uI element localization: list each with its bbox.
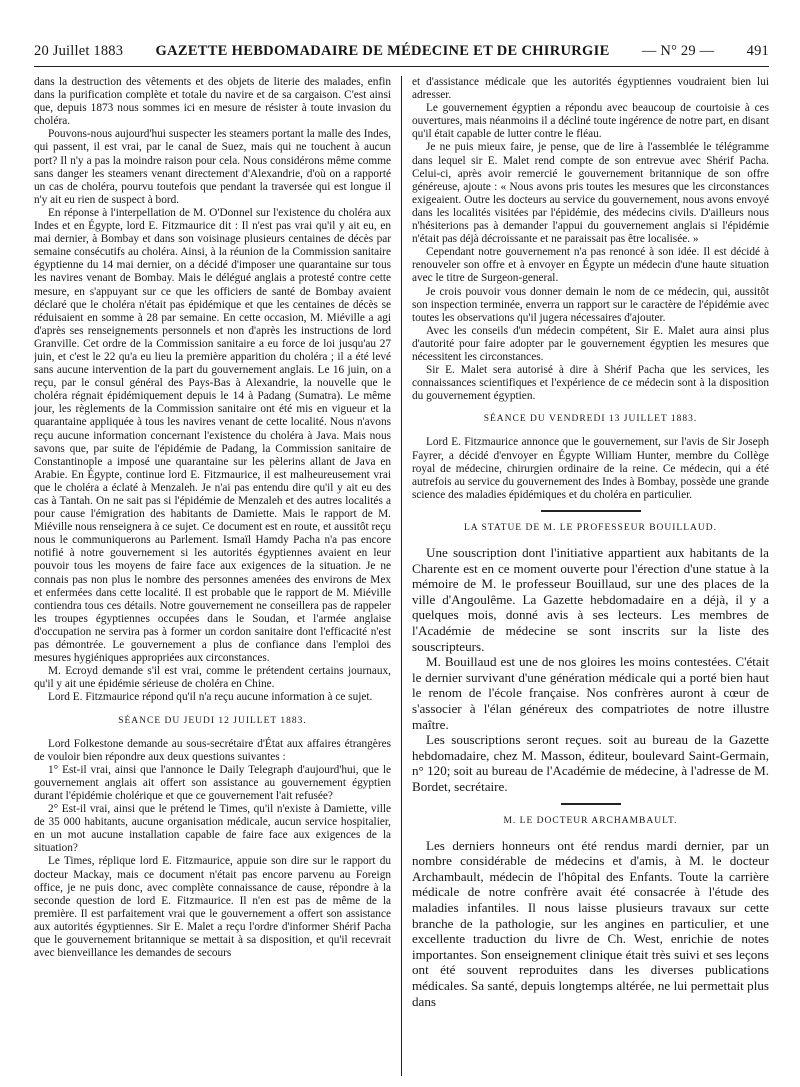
section-heading: M. LE DOCTEUR ARCHAMBAULT. [503, 815, 678, 826]
issue-date: 20 Juillet 1883 [34, 42, 124, 59]
paragraph: M. Ecroyd demande s'il est vrai, comme le prétendent certains journaux, qu'il y ait une épidémie sérieuse de choléra en Chine. [34, 665, 391, 691]
paragraph: Je crois pouvoir vous donner demain le nom de ce médecin, qui, aussitôt son inspection terminée, enverra un rapport sur le caractère de l'épidémie avec toutes les observations qu'il jugera nécessaires d'ajouter. [412, 285, 769, 324]
paragraph: Avec les conseils d'un médecin compétent, Sir E. Malet aura ainsi plus d'autorité pour faire adopter par le gouvernement égyptien les mesures que nécessitent les circonstances. [412, 324, 769, 363]
paragraph: 1° Est-il vrai, ainsi que l'annonce le Daily Telegraph d'aujourd'hui, que le gouvernement anglais ait offert son assistance au gouvernement égyptien durant l'épidémie cholérique et que ce gouvernement l'ait refusée? [34, 763, 391, 802]
section-separator [561, 803, 621, 805]
right-column [412, 76, 769, 1076]
paragraph: Sir E. Malet sera autorisé à dire à Shérif Pacha que les services, les connaissances scientifiques et l'expérience de ce médecin sont à la disposition du gouvernement égyptien. [412, 364, 769, 403]
left-column [34, 76, 391, 1076]
paragraph: Lord Folkestone demande au sous-secrétaire d'État aux affaires étrangères de vouloir bien répondre aux deux questions suivantes : [34, 737, 391, 763]
paragraph: Cependant notre gouvernement n'a pas renoncé à son idée. Il est décidé à renouveler son offre et à envoyer en Égypte un médecin d'une haute situation avec le titre de Surgeon-general. [412, 246, 769, 285]
paragraph: Je ne puis mieux faire, je pense, que de lire à l'assemblée le télégramme dans lequel sir E. Malet rend compte de son entrevue avec Shérif Pacha. Celui-ci, après avoir remercié le gouvernement britannique de son offre généreuse, ajoute : « Nous avons pris toutes les mesures que les circonstances exigeaient. Outre les docteurs au service du gouvernement, nous avons envoyé dans les localités visitées par l'épidémie, des médecins civils. D'ailleurs nous n'hésiterions pas à demander l'appui du gouvernement anglais si l'épidémie n'était pas déjà décroissante et ne paraissait pas être localisée. » [412, 141, 769, 246]
paragraph: En réponse à l'interpellation de M. O'Donnel sur l'existence du choléra aux Indes et en Égypte, lord E. Fitzmaurice dit : Il n'est pas vrai qu'il y ait eu, en mai dernier, à Bombay et dans son voisinage plusieurs centaines de décès par semaine consécutifs au choléra. Ainsi, à la réunion de la Commission sanitaire égyptienne du 14 mai dernier, on a décidé d'imposer une quarantaine sur tous les navires venant de Bombay. Mais le délégué anglais a protesté contre cette mesure, en s'appuyant sur ce que les officiers de santé de Bombay avaient déclaré que le choléra n'était pas épidémique et que les centaines de décès se réduisaient en somme à 28 par semaine. En cette occasion, M. Miéville a agi d'après ses renseignements personnels et non d'après les instructions de lord Granville. Cet ordre de la Commission sanitaire a eu force de loi jusqu'au 27 juin, et c'est le 22 qu'a eu lieu la première apparition du choléra ; il a été levé sans aucune intervention de la part du gouvernement anglais. Le 16 juin, on a reçu, par le consul général des Pays-Bas à Alexandrie, la nouvelle que le choléra régnait épidémiquement depuis le 14 à Padang (Sumatra). Le même jour, les règlements de la Commission sanitaire ont été mis en vigueur et la quarantaine appliquée à tous les navires venant de cette localité. Nous n'avons reçu aucune information concernant l'existence du choléra à Java. Mais nous savons que, par suite de l'épidémie de Padang, la Commission sanitaire de Constantinople a imposé une quarantaine sur les pèlerins allant de Java en Arabie. En Égypte, continue lord E. Fitzmaurice, il est malheureusement vrai que le choléra a éclaté à Menzaleh. Je n'ai pas entendu dire qu'il y ait eu des cas à Tantah. On ne sait pas si l'épidémie de Menzaleh et des autres localités a pour cause l'émigration des habitants de Damiette. Mais le rapport de M. Miéville nous renseignera à ce sujet. Ce document est en route, et aussitôt reçu nous le communiquerons au Parlement. Ismaïl Hamdy Pacha n'a pas encore notifié à notre gouvernement si les autorités égyptiennes avaient en leur pouvoir tous les moyens de faire face aux exigences de la situation. Je ne connais pas non plus le nombre des personnes amenées des environs de Mex et enfermées dans cette localité. Il est probable que le rapport de M. Miéville contiendra tous ces détails. Notre gouvernement ne conseillera pas de rappeler les troupes égyptiennes occupées dans le Soudan, et l'armée anglaise d'occupation ne servira pas à former un cordon sanitaire dont l'efficacité n'est pas démontrée. Le gouvernement a plus de confiance dans l'emploi des mesures hygiéniques appropriées aux circonstances. [34, 206, 391, 665]
paragraph: Pouvons-nous aujourd'hui suspecter les steamers portant la malle des Indes, qui passent, il est vrai, par le canal de Suez, mais qui ne touchent à aucun port? Il n'y a pas la moindre raison pour cela. Nous considérons même comme sans danger les steamers venant directement d'Alexandrie, d'où on a rapporté un cas de choléra, pourvu toutefois que pendant la traversée qui est longue il n'y ait eu rien de suspect à bord. [34, 128, 391, 206]
paragraph: Les derniers honneurs ont été rendus mardi dernier, par un nombre considérable de médecins et d'amis, à M. le docteur Archambault, médecin de l'hôpital des Enfants. Toute la carrière médicale de notre confrère avait été consacrée à l'étude des maladies infantiles. Il nous laisse plusieurs travaux sur cette branche de la pathologie, sur les angines en particulier, et une excellente traduction du livre de Ch. West, enrichie de notes importantes. Son enseignement clinique était très suivi et ses leçons ont été souvent reproduites dans les diverses publications médicales. Sa santé, depuis longtemps altérée, ne lui permettait plus dans [412, 837, 769, 1009]
bouillaud-article [412, 545, 769, 795]
paragraph: 2° Est-il vrai, ainsi que le prétend le Times, qu'il n'existe à Damiette, ville de 35 000 habitants, aucune organisation médicale, aucun service hospitalier, en un mot aucune installation capable de faire face aux exigences de la situation? [34, 803, 391, 855]
paragraph: Lord E. Fitzmaurice annonce que le gouvernement, sur l'avis de Sir Joseph Fayrer, a décidé d'envoyer en Égypte William Hunter, membre du Collège royal de médecine, chirurgien ordinaire de la reine. Ce médecin, qui a été autrefois au service du gouvernement des Indes à Bombay, possède une grande science des maladies épidémiques et du choléra en particulier. [412, 436, 769, 501]
journal-title: GAZETTE HEBDOMADAIRE DE MÉDECINE ET DE CHIRURGIE [155, 42, 610, 59]
paragraph: Le gouvernement égyptien a répondu avec beaucoup de courtoisie à ces ouvertures, mais néanmoins il a décliné toute ingérence de notre part, en disant qu'il était capable de lutter contre le fléau. [412, 102, 769, 141]
section-heading: SÉANCE DU JEUDI 12 JUILLET 1883. [118, 715, 307, 726]
archambault-article [412, 838, 769, 1010]
paragraph: et d'assistance médicale que les autorités égyptiennes voudraient bien lui adresser. [412, 76, 769, 102]
header-rule [34, 66, 769, 67]
paragraph: dans la destruction des vêtements et des objets de literie des malades, enfin dans la purification complète et totale du navire et de sa cargaison. C'est ainsi que, depuis 1873 nous sommes ici en mesure de résister à toute invasion du choléra. [34, 76, 391, 128]
paragraph: Une souscription dont l'initiative appartient aux habitants de la Charente est en ce moment ouverte pour l'érection d'une statue à la mémoire de M. le professeur Bouillaud, sur une des places de la ville d'Angoulême. La Gazette hebdomadaire en a déjà, il y a quelques mois, donné avis à ses lecteurs. Les membres de l'Académie de médecine se sont inscrits sur la liste des souscripteurs. [412, 545, 769, 654]
running-head [34, 36, 769, 66]
paragraph: M. Bouillaud est une de nos gloires les moins contestées. C'était le dernier survivant d'une génération médicale qui a porté bien haut le renom de l'école française. Nos confrères auront à cœur de s'associer à l'élan généreux des compatriotes de notre illustre maître. [412, 654, 769, 732]
paragraph: Le Times, réplique lord E. Fitzmaurice, appuie son dire sur le rapport du docteur Mackay, mais ce document n'était pas encore parvenu au Foreign office, je ne puis donc, avec complète connaissance de cause, répondre à la seconde question de lord E. Fitzmaurice. Il n'en est pas de même de la première. Il est parfaitement vrai que le gouvernement a offert son assistance aux autorités égyptiennes. Sir E. Malet a reçu l'ordre d'informer Shérif Pacha que le gouvernement britannique se mettait à sa disposition, et qu'il recevrait avec bienveillance les demandes de secours [34, 855, 391, 960]
column-divider [401, 76, 402, 1076]
page-number: 491 [746, 42, 769, 59]
section-heading: LA STATUE DE M. LE PROFESSEUR BOUILLAUD. [464, 522, 717, 533]
section-heading: SÉANCE DU VENDREDI 13 JUILLET 1883. [483, 414, 698, 425]
paragraph: Les souscriptions seront reçues. soit au bureau de la Gazette hebdomadaire, chez M. Masson, éditeur, boulevard Saint-Germain, n° 120; soit au bureau de l'Académie de médecine, à l'adresse de M. Bordet, secrétaire. [412, 732, 769, 794]
issue-number: — N° 29 — [641, 42, 715, 59]
section-separator [541, 510, 641, 512]
paragraph: Lord E. Fitzmaurice répond qu'il n'a reçu aucune information à ce sujet. [48, 691, 373, 704]
